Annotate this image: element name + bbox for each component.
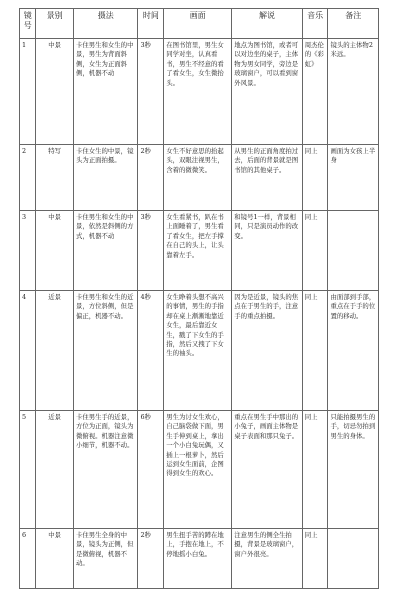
cell-remark: 只能拍摄男生的手，切忌勿拍到男生的身体。 — [328, 411, 379, 529]
shot-script-table — [19, 8, 379, 589]
cell-duration: 4秒 — [138, 291, 164, 411]
cell-remark: 画面为女孩上半身 — [328, 145, 379, 211]
header-frame: 画面 — [164, 9, 232, 39]
cell-frame: 女生看紧书，趴在书上面睡着了，男生看了看女生，把左手撑在自己的头上，让头靠着左手。 — [164, 211, 232, 291]
cell-duration: 6秒 — [138, 411, 164, 529]
cell-frame: 女生睁着头想不高兴的事情，男生的手指却在桌上漸漸地靠近女生，最后靠近女生，戳了下女生的手指，然后又拽了下女生的袖头。 — [164, 291, 232, 411]
table-row — [20, 211, 379, 291]
cell-narration: 注意男生的侧全生拍摄，背景是玻璃窗户，窗户外很亮。 — [232, 529, 302, 589]
header-row — [20, 9, 379, 39]
cell-frame: 女生不好意思的抬起头，双眼注视男生，含着的微微笑。 — [164, 145, 232, 211]
table-row — [20, 39, 379, 145]
cell-duration: 2秒 — [138, 529, 164, 589]
table-row — [20, 411, 379, 529]
cell-shot-size: 特写 — [36, 145, 74, 211]
cell-shot-size: 中景 — [36, 39, 74, 145]
cell-shot-size: 近景 — [36, 411, 74, 529]
cell-shot-number: 5 — [20, 411, 36, 529]
cell-music: 同上 — [302, 145, 328, 211]
cell-camera-method: 卡住男生全身的中景，镜头为正侧，但是微俯视，机器不动。 — [73, 529, 138, 589]
cell-camera-method: 卡住男生和女生的近景，方位斜侧，但是偏正，机器不动。 — [73, 291, 138, 411]
header-duration: 时间 — [138, 9, 164, 39]
cell-camera-method: 卡住男生和女生的中景，依然是斜侧的方式，机器不动 — [73, 211, 138, 291]
table-row — [20, 145, 379, 211]
cell-frame: 男生为讨女生欢心，自己脑袋做下面，男生手伸到桌上，拿出一个小白兔玩偶，又插上一根萝卜，然后运到女生面前，企图得到女生的欢心。 — [164, 411, 232, 529]
cell-remark: 镜头的主体物2米远。 — [328, 39, 379, 145]
header-music: 音乐 — [302, 9, 328, 39]
cell-narration: 从男生的正面角度拍过去，后面的背景就是图书馆的其他桌子。 — [232, 145, 302, 211]
cell-camera-method: 卡住男生和女生的中景，男生为背面斜侧，女生为正面斜侧，机器不动 — [73, 39, 138, 145]
cell-shot-number: 3 — [20, 211, 36, 291]
table-row — [20, 529, 379, 589]
cell-shot-size: 中景 — [36, 529, 74, 589]
cell-shot-number: 6 — [20, 529, 36, 589]
cell-narration: 地点为图书馆，或者可以对边坐的桌子，主体物为男女同学，旁边是玻璃窗户，可以看到窗外风景。 — [232, 39, 302, 145]
cell-narration: 重点在男生手中那出的小兔子，画面主体物是桌子表面和那只兔子。 — [232, 411, 302, 529]
header-remark: 备注 — [328, 9, 379, 39]
cell-duration: 2秒 — [138, 145, 164, 211]
table-row — [20, 291, 379, 411]
header-shot-number: 镜号 — [20, 9, 36, 39]
cell-remark: 由面部到手部，重点在于手的位置的移动。 — [328, 291, 379, 411]
header-camera-method: 摄法 — [73, 9, 138, 39]
cell-shot-number: 4 — [20, 291, 36, 411]
cell-duration: 3秒 — [138, 39, 164, 145]
cell-shot-size: 近景 — [36, 291, 74, 411]
cell-frame: 男生扭手苦的蹲在地上，手抱在地上，不停地摇小白兔。 — [164, 529, 232, 589]
cell-camera-method: 卡住女生的中景，镜头为正面拍摄。 — [73, 145, 138, 211]
cell-remark — [328, 529, 379, 589]
cell-camera-method: 卡住男生手的近景，方位为正面，镜头为微俯视。机器注意微小细节，机器不动。 — [73, 411, 138, 529]
header-narration: 解说 — [232, 9, 302, 39]
cell-shot-size: 中景 — [36, 211, 74, 291]
cell-narration: 和镜号1一样，背景相同，只是演员动作的改变。 — [232, 211, 302, 291]
cell-music: 同上 — [302, 211, 328, 291]
cell-music: 同上 — [302, 291, 328, 411]
cell-music: 周杰伦的《彩虹》 — [302, 39, 328, 145]
cell-frame: 在图书馆里，男生女同学对坐，认真看书，男生不经意的看了看女生，女生微抬头。 — [164, 39, 232, 145]
cell-shot-number: 2 — [20, 145, 36, 211]
cell-narration: 因为是近景，镜头的焦点在于男生的手，注意手的重点拍摄。 — [232, 291, 302, 411]
cell-duration: 3秒 — [138, 211, 164, 291]
header-shot-size: 景别 — [36, 9, 74, 39]
cell-music: 同上 — [302, 411, 328, 529]
cell-remark — [328, 211, 379, 291]
cell-music: 同上 — [302, 529, 328, 589]
cell-shot-number: 1 — [20, 39, 36, 145]
